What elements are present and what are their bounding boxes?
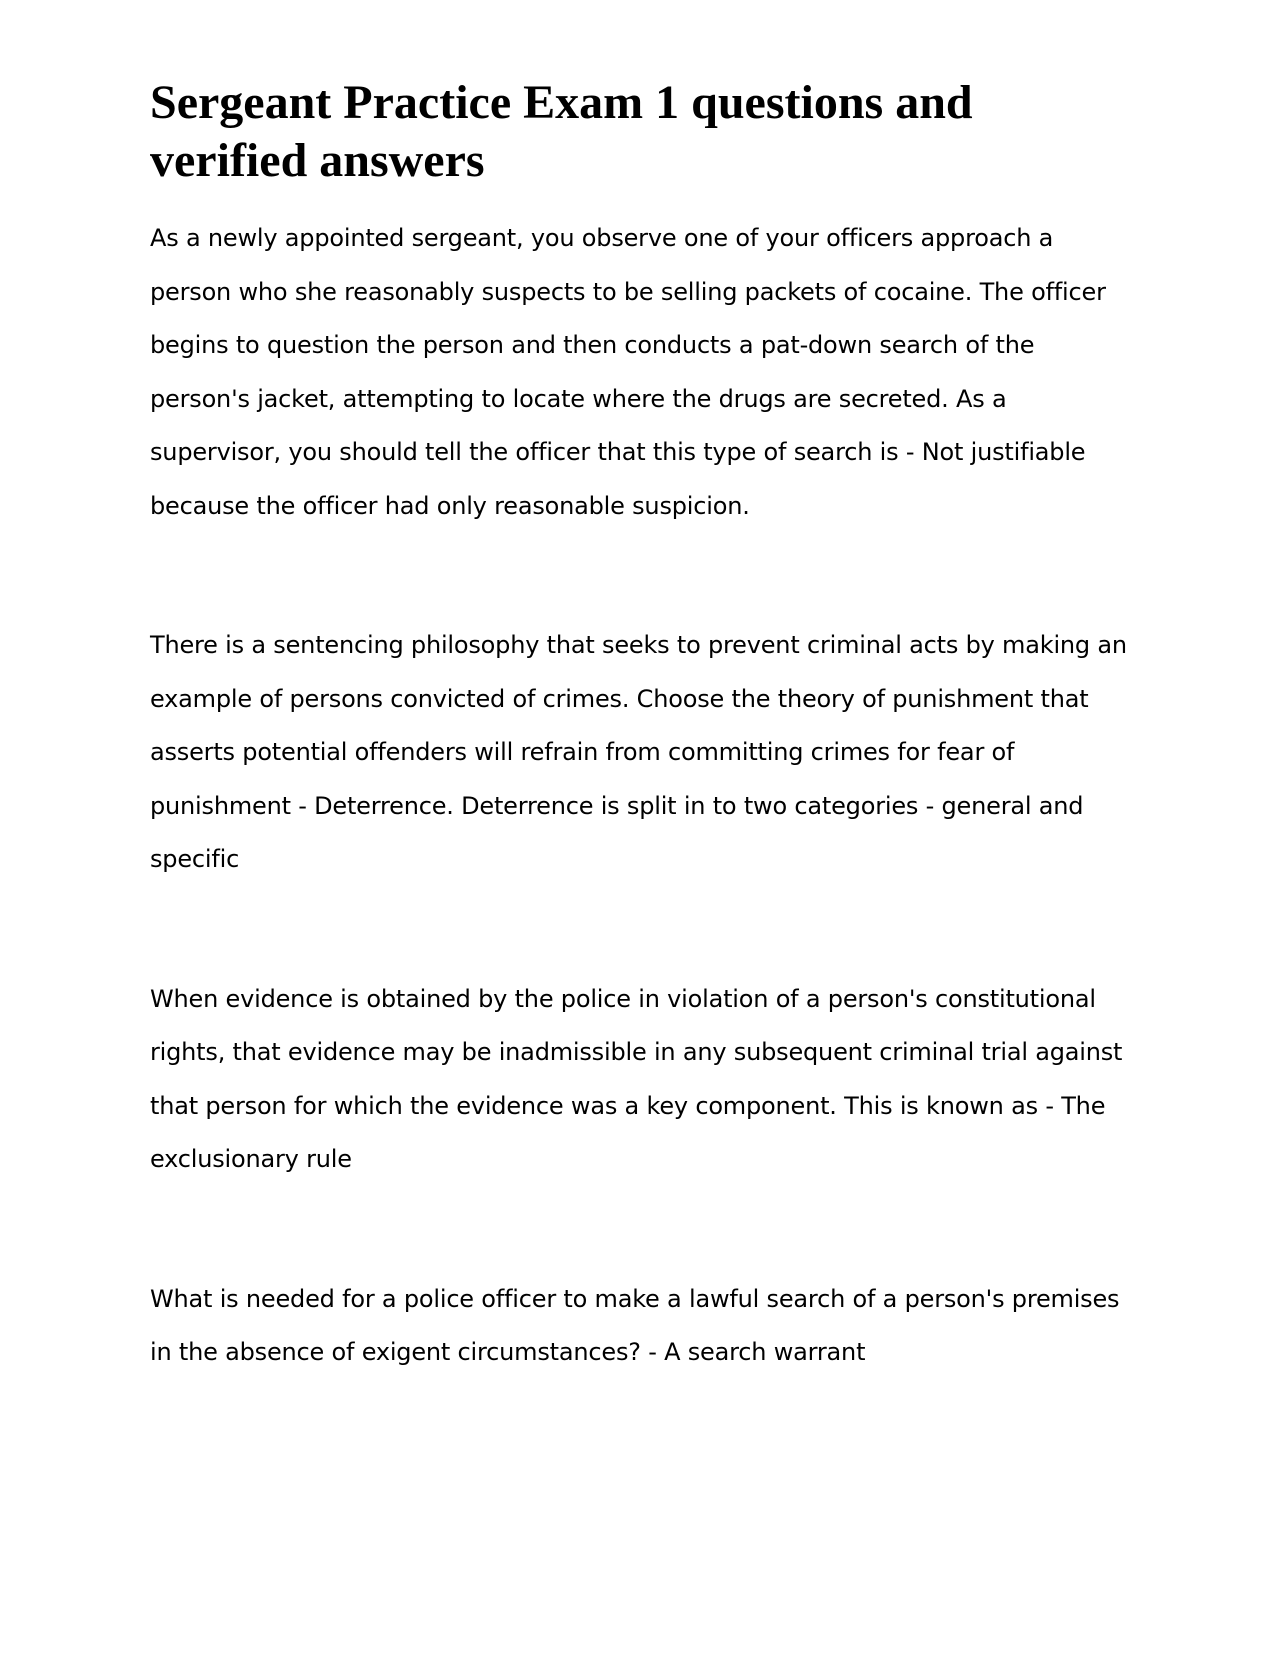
qa-entry-2: There is a sentencing philosophy that seeks to prevent criminal acts by making an example of persons convicted of crimes. Choose the theory of punishment that asserts potential offenders will refrain from committing crimes for fear of punishment - Deterrence. Deterrence is split in to two categories - general and specific [150,631,1127,873]
page-title: Sergeant Practice Exam 1 questions and verified answers [150,76,973,187]
qa-entry-1: As a newly appointed sergeant, you observe one of your officers approach a person who she reasonably suspects to be selling packets of cocaine. The officer begins to question the person and then conducts a pat-down search of the person's jacket, attempting to locate where the drugs are secreted. As a supervisor, you should tell the officer that this type of search is - Not justifiable because the officer had only reasonable suspicion. [150,224,1106,520]
qa-entry-4: What is needed for a police officer to make a lawful search of a person's premises in the absence of exigent circumstances? - A search warrant [150,1284,1120,1366]
qa-entry-3: When evidence is obtained by the police in violation of a person's constitutional rights, that evidence may be inadmissible in any subsequent criminal trial against that person for which the evidence was a key component. This is known as - The exclusionary rule [150,984,1123,1173]
document-page [150,74,1130,1380]
